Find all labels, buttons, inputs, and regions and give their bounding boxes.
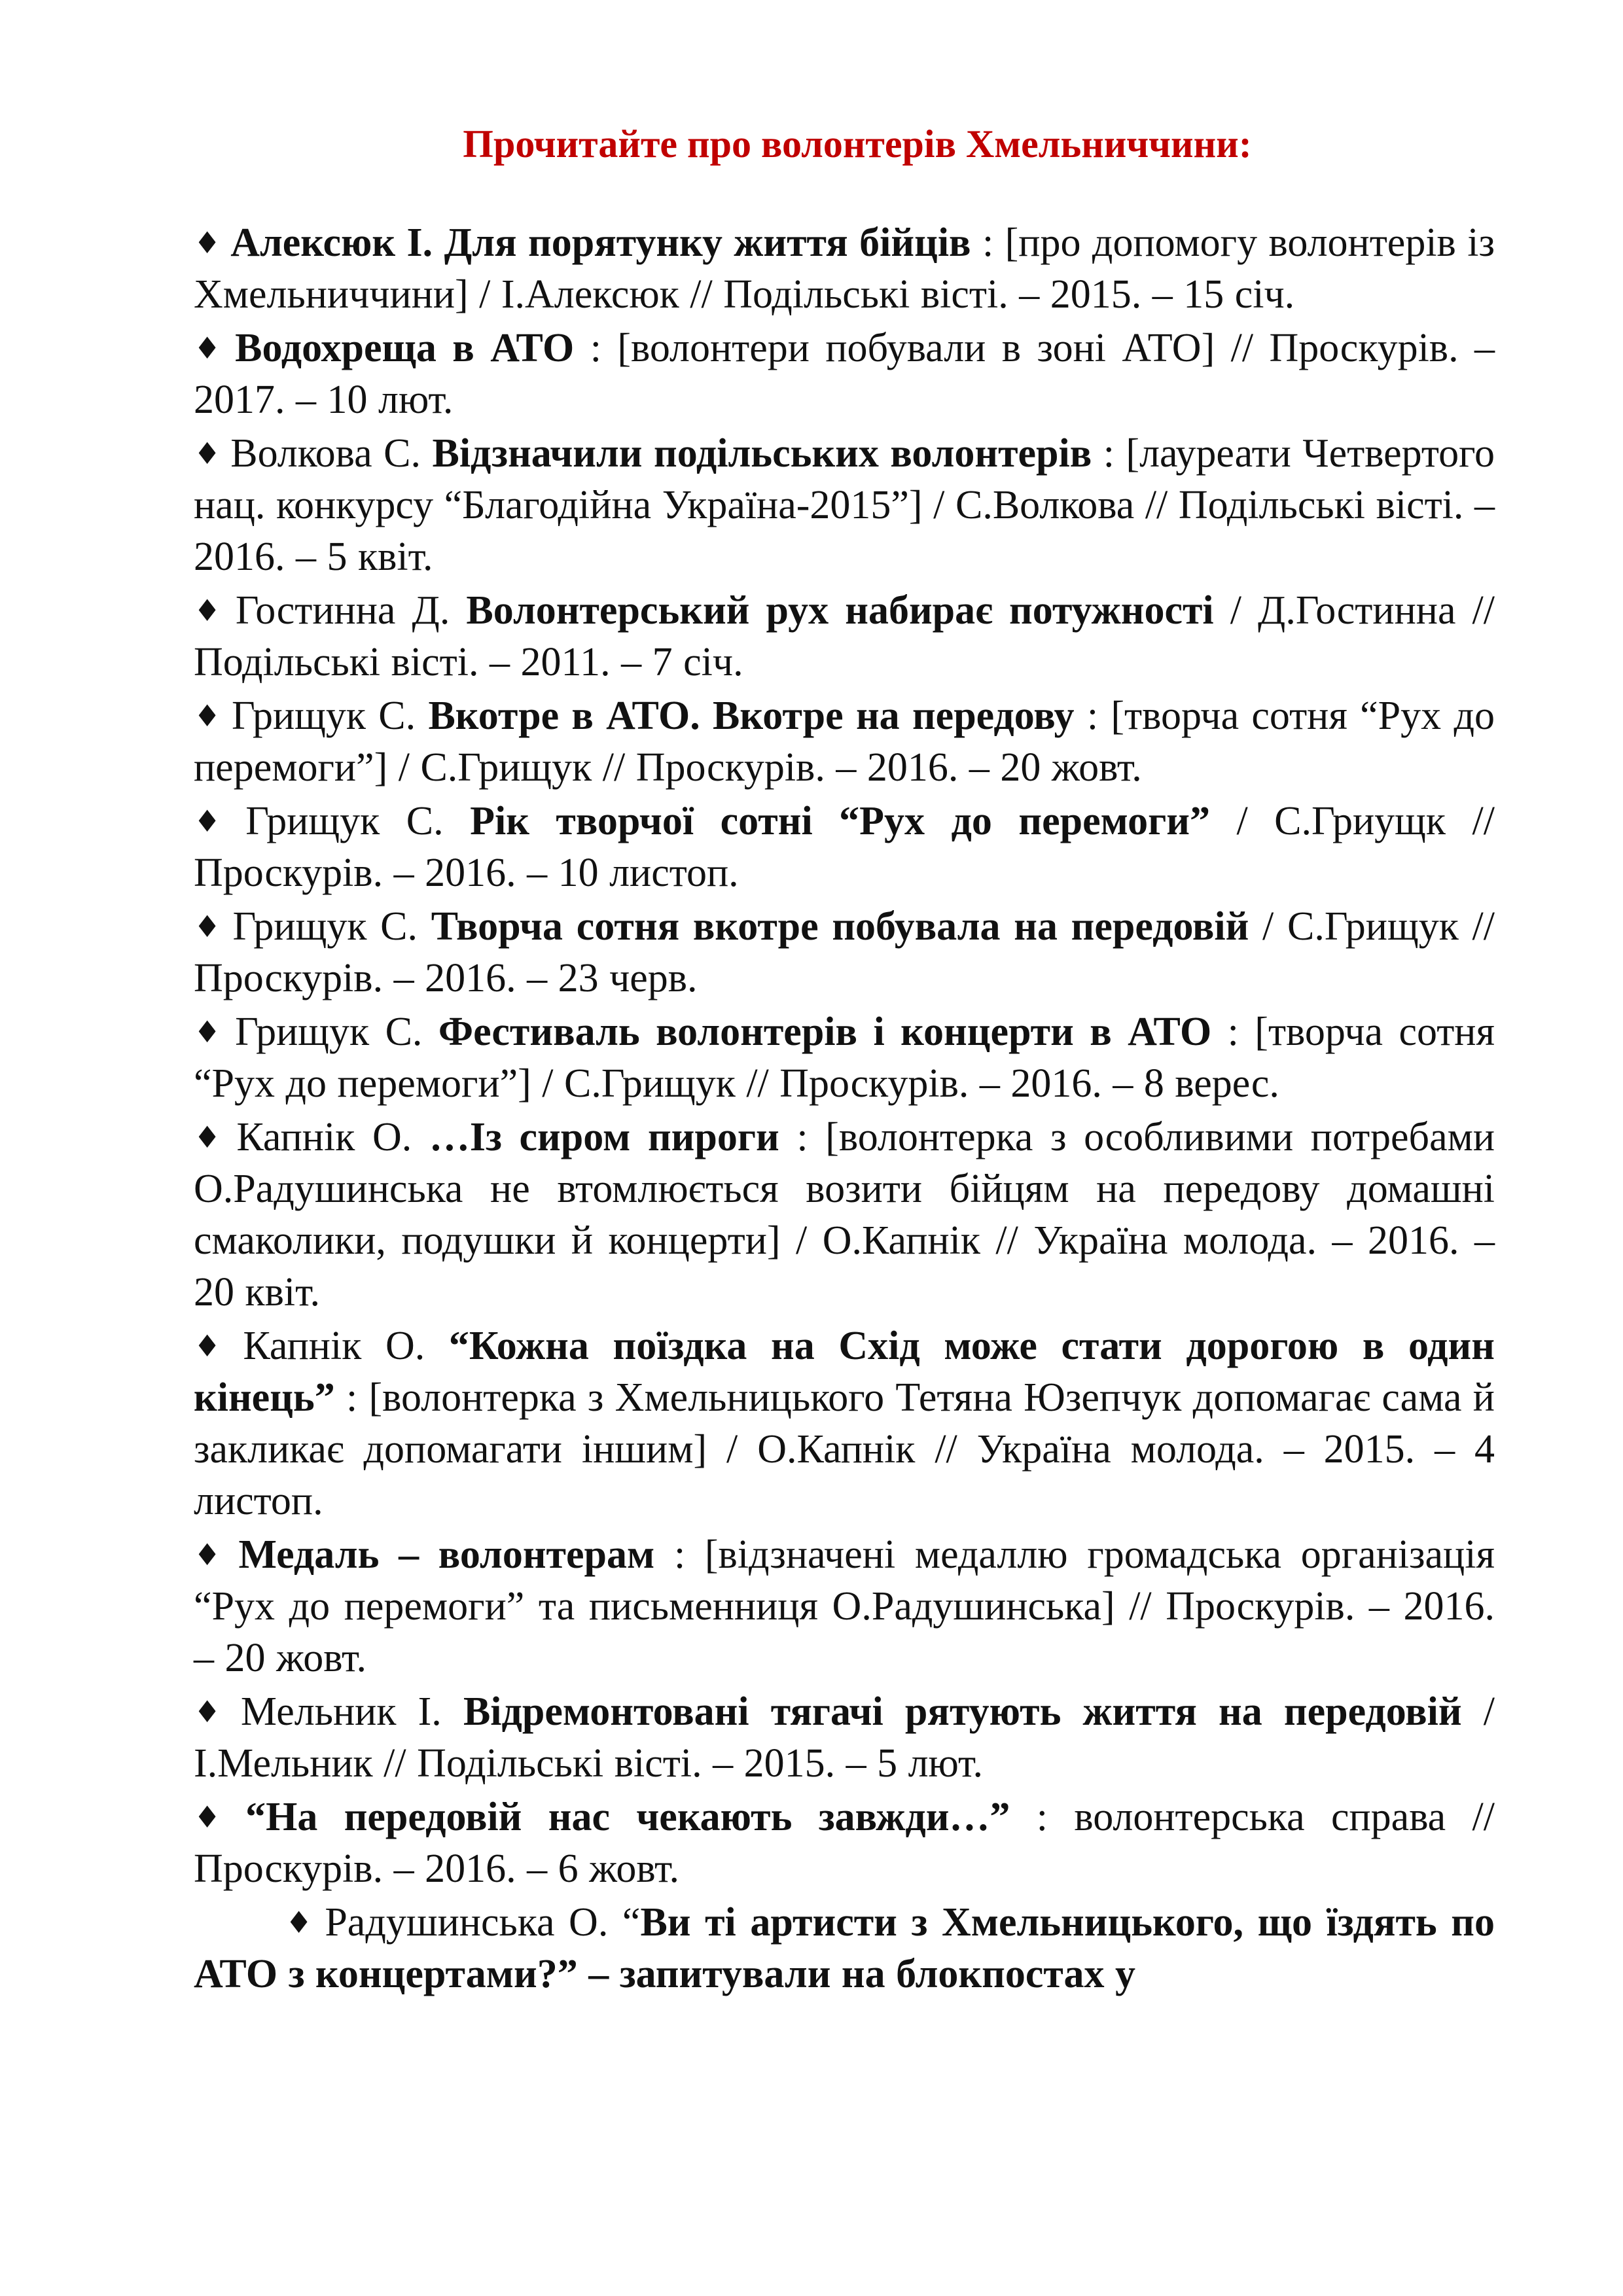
bibliography-entry (194, 796, 1495, 899)
diamond-bullet-icon: ♦ (194, 436, 222, 471)
bibliography-entry (194, 1320, 1495, 1527)
entry-details: : [волонтерка з Хмельницького Тетяна Юзепчук допомагає сама й закликає допомагати іншим] / О.Капнік // Україна молода. – 2015. – 4 листоп. (194, 1375, 1495, 1523)
entry-details: : [відзначені медаллю громадська організація “Рух до перемоги” та письменниця О.Радушинська] // Проскурів. – 2016. – 20 жовт. (194, 1532, 1495, 1680)
entry-details: : [про допомогу волонтерів із Хмельниччини] / І.Алексюк // Подільські вісті. – 2015. – 15 січ. (194, 221, 1495, 317)
entry-author: Радушинська О. “ (325, 1900, 641, 1945)
diamond-bullet-icon: ♦ (194, 1694, 232, 1729)
entry-details: / Д.Гостинна // Подільські вісті. – 2011. – 7 січ. (194, 588, 1495, 684)
page-title: Прочитайте про волонтерів Хмельниччини: (463, 122, 1252, 166)
bibliography-entry (194, 1792, 1495, 1895)
bibliography-entry (194, 323, 1495, 426)
entry-author: Волкова С. (230, 431, 433, 476)
entry-title: Медаль – волонтерам (238, 1532, 655, 1577)
diamond-bullet-icon: ♦ (194, 909, 224, 944)
entry-author: Грищук С. (232, 694, 429, 738)
entry-title: Творча сотня вкотре побувала на передовій (431, 904, 1249, 949)
entry-author: Грищук С. (245, 799, 471, 843)
bibliography-entry (194, 217, 1495, 321)
entry-details: : волонтерська справа // Проскурів. – 2016. – 6 жовт. (194, 1795, 1495, 1891)
entry-author: Капнік О. (236, 1115, 429, 1159)
diamond-bullet-icon: ♦ (194, 225, 222, 260)
diamond-bullet-icon: ♦ (194, 330, 226, 366)
entry-title: Відзначили подільських волонтерів (432, 431, 1092, 476)
diamond-bullet-icon: ♦ (194, 1537, 230, 1572)
document-page (194, 118, 1495, 2002)
diamond-bullet-icon: ♦ (194, 1799, 237, 1835)
bibliography-entry (194, 1897, 1495, 2000)
bibliography-entry (194, 1529, 1495, 1684)
entry-details: / С.Грищук // Проскурів. – 2016. – 23 черв. (194, 904, 1495, 1000)
entry-title: Ви ті артисти з Хмельницького, що їздять по АТО з концертами?” – запитували на блокпостах у (194, 1900, 1495, 1996)
entry-author: Грищук С. (235, 1010, 438, 1054)
entry-title: “На передовій нас чекають завжди…” (245, 1795, 1010, 1839)
entry-author: Гостинна Д. (235, 588, 467, 633)
entry-details: : [волонтерка з особливими потребами О.Радушинська не втомлюється возити бійцям на передову домашні смаколики, подушки й концерти] / О.Капнік // Україна молода. – 2016. – 20 квіт. (194, 1115, 1495, 1315)
bibliography-entry (194, 585, 1495, 688)
entry-details: / С.Гриущк // Проскурів. – 2016. – 10 листоп. (194, 799, 1495, 895)
diamond-bullet-icon: ♦ (194, 1328, 234, 1364)
entry-title: Волонтерський рух набирає потужності (466, 588, 1214, 633)
entry-details: : [творча сотня “Рух до перемоги”] / С.Грищук // Проскурів. – 2016. – 8 верес. (194, 1010, 1495, 1106)
bibliography-entry (194, 1006, 1495, 1110)
entry-title: Алексюк І. Для порятунку життя бійців (230, 221, 971, 265)
bibliography-entry (194, 428, 1495, 583)
entry-title: Відремонтовані тягачі рятують життя на передовій (463, 1689, 1462, 1734)
entry-details: : [волонтери побували в зоні АТО] // Проскурів. – 2017. – 10 лют. (194, 326, 1495, 422)
bibliography-entry (194, 1686, 1495, 1790)
bibliography-list (194, 217, 1495, 2000)
bibliography-entry (194, 901, 1495, 1004)
entry-title: “Кожна поїздка на Схід може стати дорогою в один кінець” (194, 1324, 1495, 1420)
entry-author: Мельник І. (240, 1689, 463, 1734)
diamond-bullet-icon: ♦ (194, 1120, 228, 1155)
diamond-bullet-icon: ♦ (194, 698, 223, 733)
entry-title: Водохреща в АТО (235, 326, 575, 370)
entry-details: : [творча сотня “Рух до перемоги”] / С.Грищук // Проскурів. – 2016. – 20 жовт. (194, 694, 1495, 790)
bibliography-entry (194, 1112, 1495, 1318)
entry-title: Вкотре в АТО. Вкотре на передову (428, 694, 1075, 738)
entry-title: Фестиваль волонтерів і концерти в АТО (438, 1010, 1212, 1054)
diamond-bullet-icon: ♦ (194, 593, 226, 628)
entry-author: Капнік О. (243, 1324, 449, 1368)
entry-title: …Із сиром пироги (429, 1115, 779, 1159)
diamond-bullet-icon: ♦ (194, 804, 237, 839)
entry-details: / І.Мельник // Подільські вісті. – 2015. – 5 лют. (194, 1689, 1495, 1786)
bibliography-entry (194, 690, 1495, 794)
entry-details: : [лауреати Четвертого нац. конкурсу “Благодійна Україна-2015”] / С.Волкова // Подільські вісті. – 2016. – 5 квіт. (194, 431, 1495, 579)
entry-title: Рік творчої сотні “Рух до перемоги” (470, 799, 1210, 843)
diamond-bullet-icon: ♦ (285, 1905, 316, 1940)
entry-author: Грищук С. (232, 904, 431, 949)
diamond-bullet-icon: ♦ (194, 1014, 226, 1050)
